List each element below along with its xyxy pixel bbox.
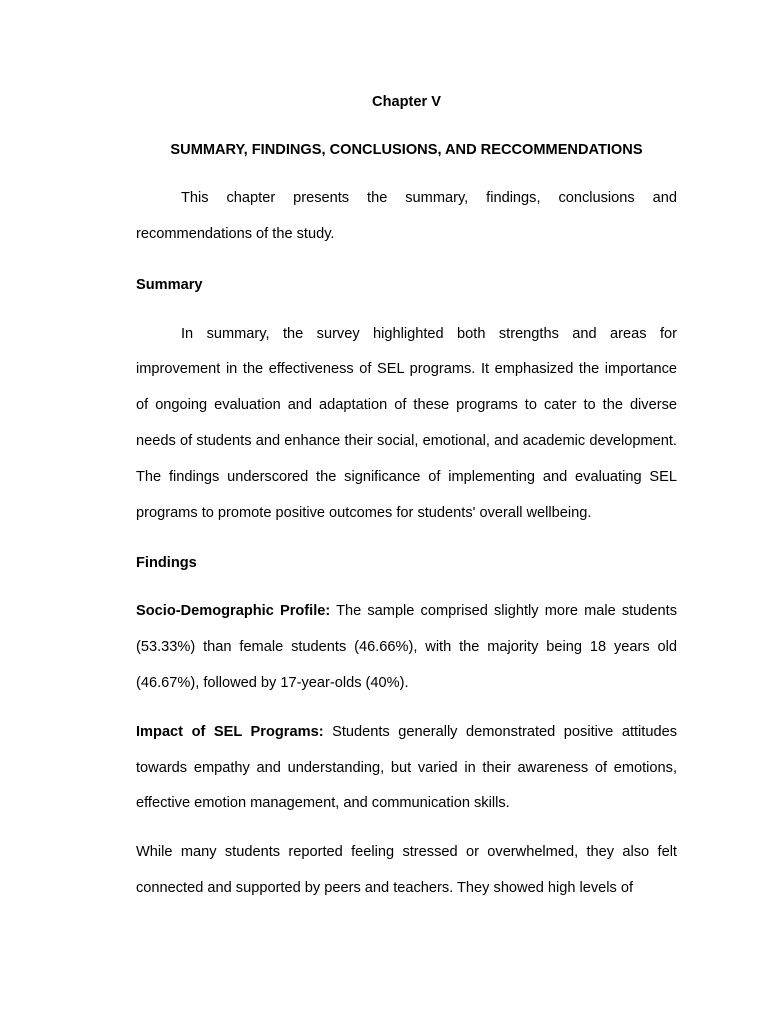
intro-paragraph: This chapter presents the summary, findings, conclusions and recommendations of the study.	[136, 190, 677, 242]
socio-demographic-finding	[136, 594, 677, 701]
findings-heading: Findings	[136, 555, 197, 572]
impact-finding	[136, 715, 677, 822]
summary-paragraph: In summary, the survey highlighted both strengths and areas for improvement in the effectiveness of SEL programs. It emphasized the importance of ongoing evaluation and adaptation of these programs to cater to the diverse needs of students and enhance their social, emotional, and academic development. The findings underscored the significance of implementing and evaluating SEL programs to promote positive outcomes for students' overall wellbeing.	[136, 325, 677, 521]
summary-heading: Summary	[136, 276, 203, 293]
socio-demographic-label: Socio-Demographic Profile:	[136, 603, 331, 620]
socio-demographic-text: The sample comprised slightly more male students (53.33%) than female students (46.66%), with the majority being 18 years old (46.67%), followed by 17-year-olds (40%).	[136, 603, 677, 691]
impact-text: Students generally demonstrated positive attitudes towards empathy and understanding, but varied in their awareness of emotions, effective emotion management, and communication skills.	[136, 723, 677, 812]
stress-paragraph: While many students reported feeling stressed or overwhelmed, they also felt connected and supported by peers and teachers. They showed high levels of	[136, 844, 677, 896]
document-content	[136, 92, 677, 907]
chapter-title: SUMMARY, FINDINGS, CONCLUSIONS, AND RECCOMMENDATIONS	[170, 142, 643, 158]
impact-label: Impact of SEL Programs:	[136, 723, 324, 740]
chapter-label: Chapter V	[372, 94, 441, 110]
